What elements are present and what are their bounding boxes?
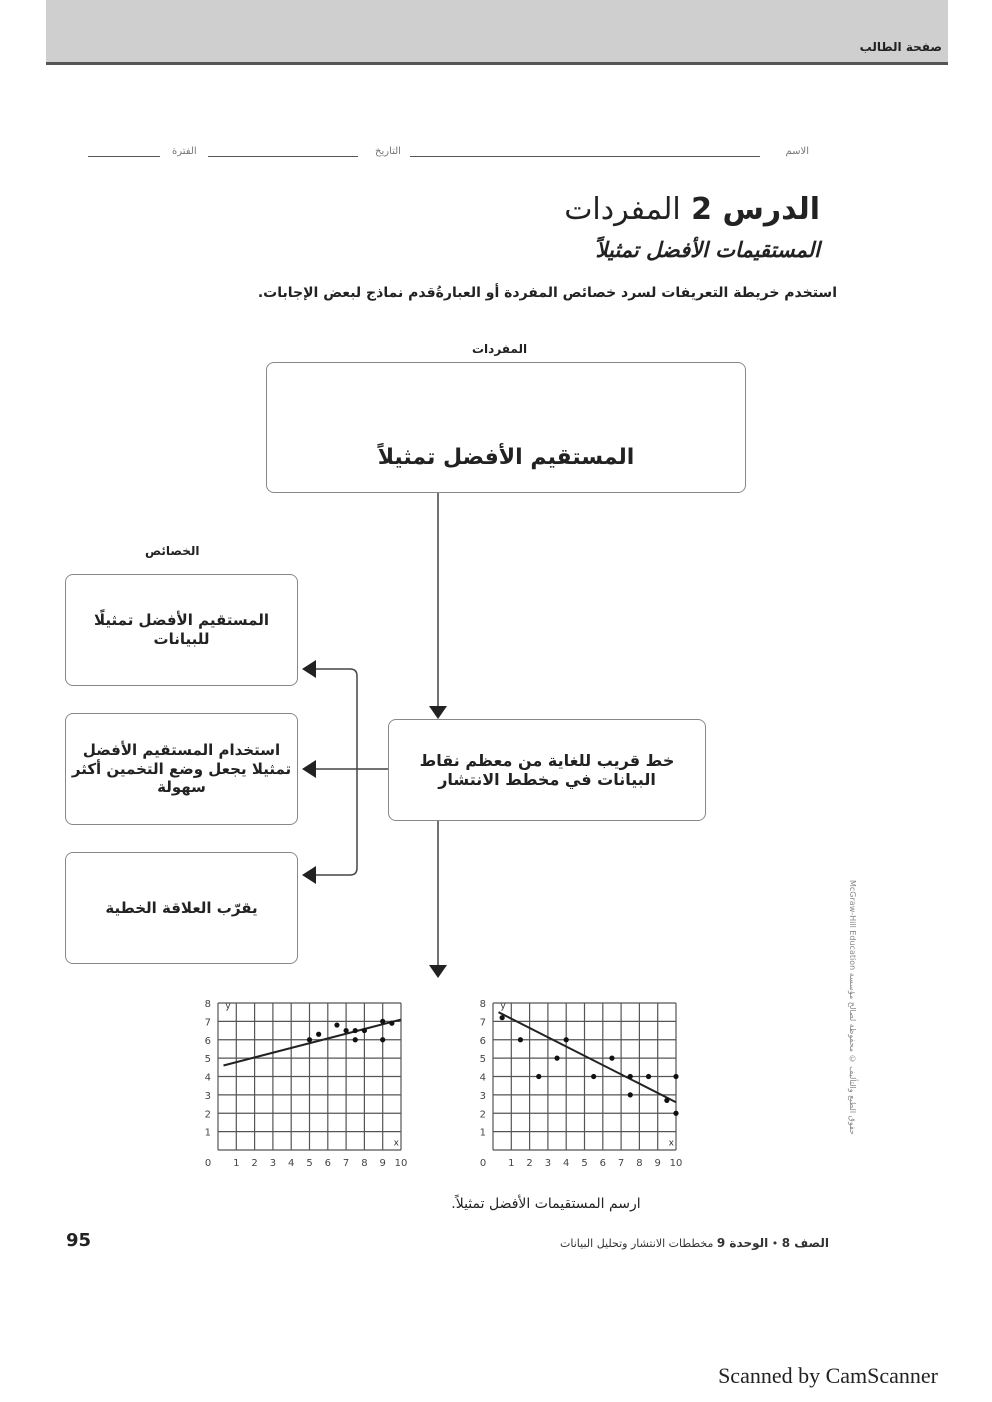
x-tick-label: 3 (269, 1158, 277, 1169)
x-tick-label: 0 (204, 1158, 212, 1169)
period-label: الفترة (172, 146, 197, 157)
data-point (673, 1074, 678, 1079)
x-tick-label: 6 (599, 1158, 606, 1169)
chart-caption: ارسم المستقيمات الأفضل تمثيلاً. (451, 1196, 641, 1212)
y-tick-label: 2 (479, 1109, 486, 1121)
x-tick-label: 4 (288, 1158, 295, 1169)
x-tick-label: 9 (654, 1158, 661, 1169)
lesson-number: 2 (691, 192, 712, 227)
unit: الوحدة 9 (716, 1236, 769, 1250)
data-point (518, 1037, 523, 1042)
data-point (389, 1021, 394, 1026)
data-point (564, 1037, 569, 1042)
y-tick-label: 2 (204, 1109, 211, 1121)
property-box-1: المستقيم الأفضل تمثيلًا للبيانات (65, 574, 298, 686)
student-page-label: صفحة الطالب (859, 40, 942, 54)
x-axis-label: x (393, 1138, 400, 1149)
grade: الصف 8 (781, 1236, 829, 1250)
x-tick-label: 8 (636, 1158, 643, 1169)
x-tick-label: 1 (508, 1158, 515, 1169)
x-tick-label: 5 (581, 1158, 588, 1169)
y-tick-label: 4 (204, 1072, 211, 1084)
x-tick-label: 4 (563, 1158, 570, 1169)
y-tick-label: 7 (204, 1017, 211, 1029)
data-point (673, 1111, 678, 1116)
x-tick-label: 10 (669, 1158, 683, 1169)
instructions: استخدم خريطة التعريفات لسرد خصائص المفردة أو العبارةُقدم نماذج لبعض الإجابات. (257, 285, 837, 301)
x-tick-label: 2 (526, 1158, 533, 1169)
vocab-label: المفردات (472, 342, 528, 356)
y-tick-label: 1 (479, 1127, 486, 1139)
name-label: الاسم (785, 146, 809, 157)
x-axis-label: x (668, 1138, 675, 1149)
data-point (628, 1092, 633, 1097)
x-tick-label: 9 (379, 1158, 386, 1169)
y-tick-label: 6 (204, 1035, 211, 1047)
lesson-subtitle: المستقيمات الأفضل تمثيلاً (595, 238, 820, 262)
data-point (646, 1074, 651, 1079)
data-point (628, 1074, 633, 1079)
y-tick-label: 6 (479, 1035, 486, 1047)
data-point (664, 1098, 669, 1103)
y-tick-label: 5 (204, 1054, 211, 1066)
x-tick-label: 7 (617, 1158, 625, 1169)
y-tick-label: 3 (204, 1090, 211, 1102)
data-point (536, 1074, 541, 1079)
properties-label: الخصائص (145, 544, 200, 558)
data-point (344, 1028, 349, 1033)
scanner-watermark: Scanned by CamScanner (718, 1363, 938, 1388)
footer-text: الصف 8 • الوحدة 9 مخططات الانتشار وتحليل البيانات (560, 1236, 829, 1250)
data-point (353, 1028, 358, 1033)
y-axis-label: y (500, 1001, 506, 1012)
data-point (554, 1056, 559, 1061)
y-tick-label: 7 (479, 1017, 486, 1029)
section-name: المفردات (564, 192, 681, 227)
y-tick-label: 4 (479, 1072, 486, 1084)
property-box-3: يقرّب العلاقة الخطية (65, 852, 298, 964)
property-box-2: استخدام المستقيم الأفضل تمثيلا يجعل وضع التخمين أكثر سهولة (65, 713, 298, 825)
x-tick-label: 3 (544, 1158, 552, 1169)
x-tick-label: 6 (324, 1158, 331, 1169)
y-tick-label: 8 (204, 999, 211, 1010)
y-tick-label: 3 (479, 1090, 486, 1102)
best-fit-line (498, 1012, 676, 1102)
unit-title: مخططات الانتشار وتحليل البيانات (560, 1237, 714, 1250)
data-point (316, 1032, 321, 1037)
y-axis-label: y (225, 1001, 231, 1012)
term-box: المستقيم الأفضل تمثيلاً (266, 362, 746, 493)
data-point (334, 1022, 339, 1027)
x-tick-label: 5 (306, 1158, 313, 1169)
y-tick-label: 1 (204, 1127, 211, 1139)
x-tick-label: 1 (233, 1158, 240, 1169)
data-point (591, 1074, 596, 1079)
x-tick-label: 0 (479, 1158, 487, 1169)
definition-box: خط قريب للغاية من معظم نقاط البيانات في مخطط الانتشار (388, 719, 706, 821)
y-tick-label: 5 (479, 1054, 486, 1066)
date-label: التاريخ (375, 146, 401, 157)
lesson-word: الدرس (722, 192, 820, 227)
page-number: 95 (66, 1230, 92, 1251)
x-tick-label: 2 (251, 1158, 258, 1169)
data-point (609, 1056, 614, 1061)
x-tick-label: 7 (342, 1158, 350, 1169)
data-point (353, 1037, 358, 1042)
copyright: McGraw-Hill Education حقوق الطبع والتأليف © محفوظة لصالح مؤسسة (848, 880, 857, 1135)
x-tick-label: 10 (394, 1158, 408, 1169)
data-point (307, 1037, 312, 1042)
data-point (380, 1037, 385, 1042)
data-point (380, 1019, 385, 1024)
data-point (362, 1028, 367, 1033)
data-point (500, 1015, 505, 1020)
y-tick-label: 8 (479, 999, 486, 1010)
x-tick-label: 8 (361, 1158, 368, 1169)
